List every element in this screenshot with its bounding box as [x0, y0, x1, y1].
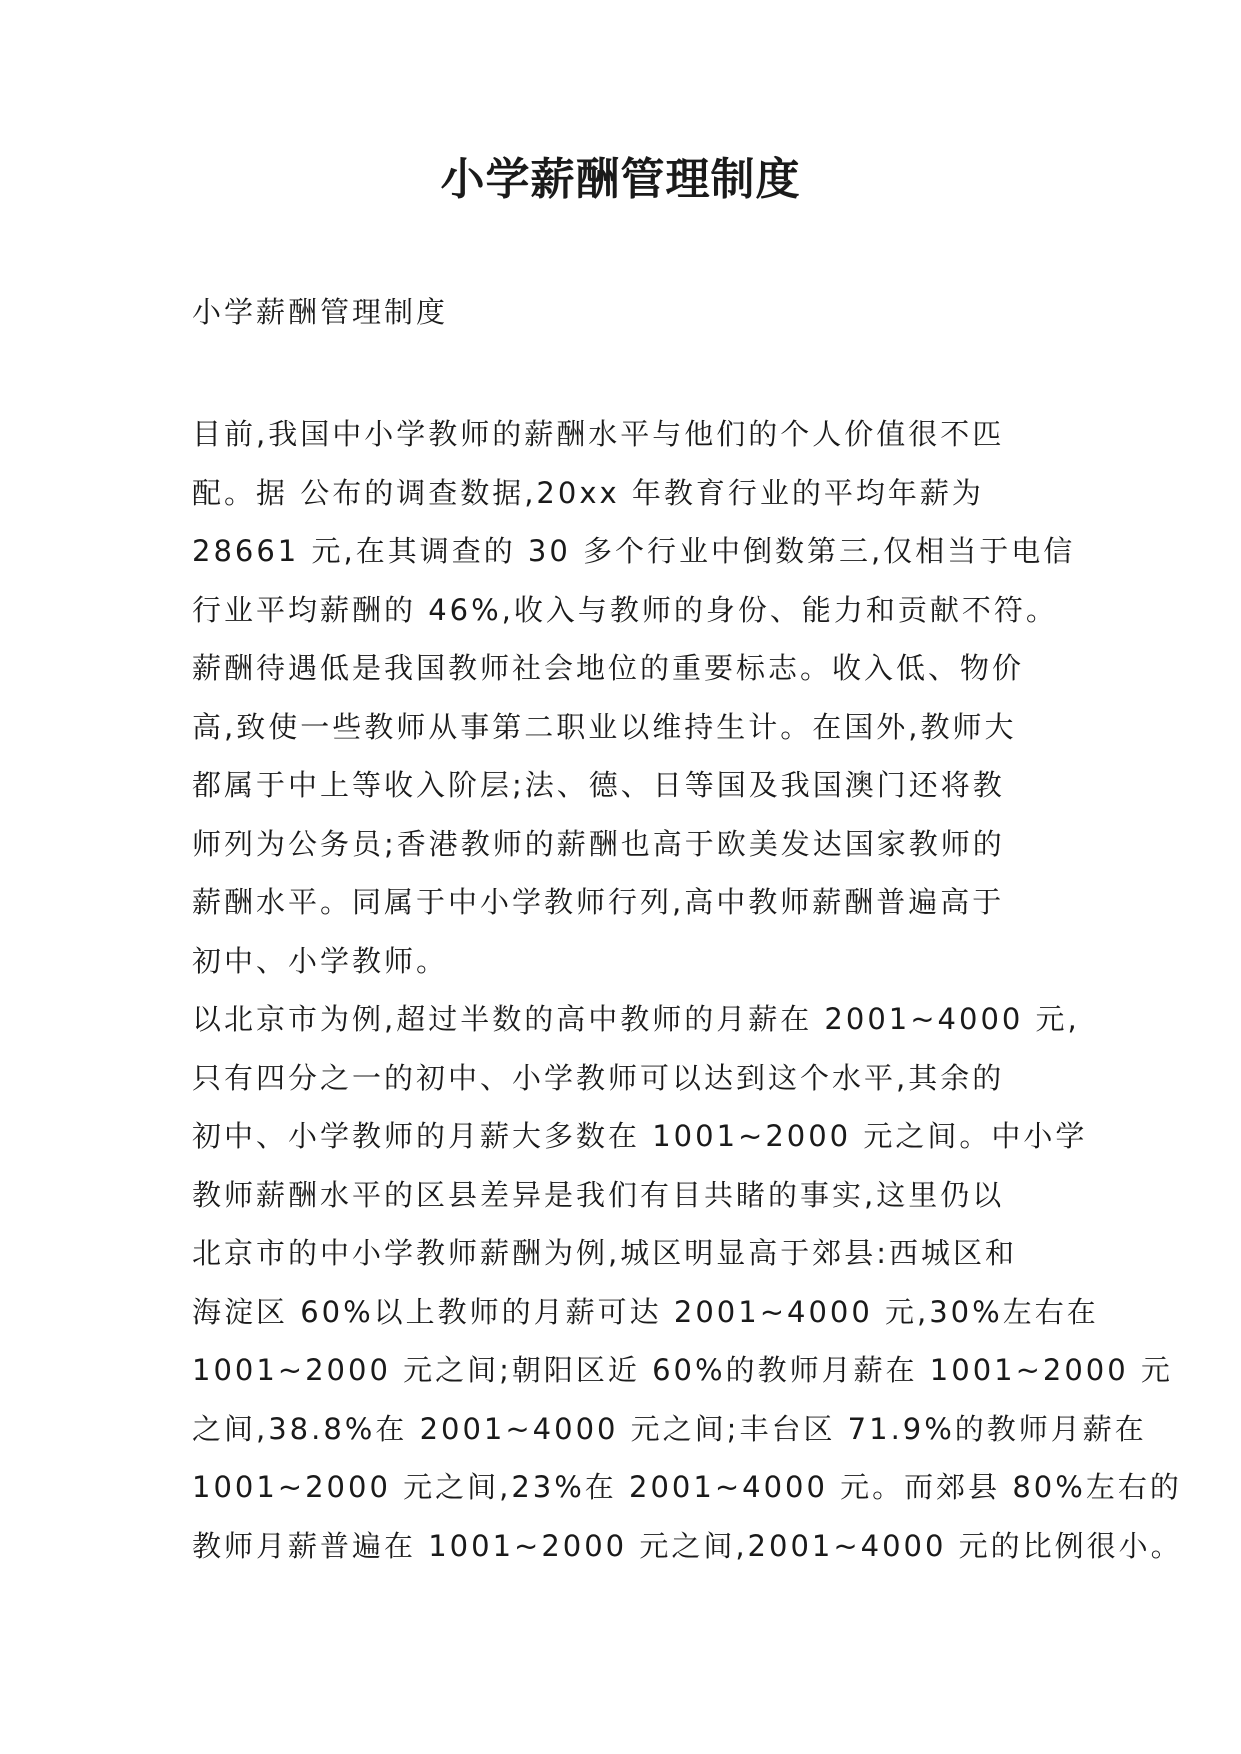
body-line: 教师薪酬水平的区县差异是我们有目共睹的事实,这里仍以 — [192, 1177, 1005, 1212]
body-line: 28661 元,在其调查的 30 多个行业中倒数第三,仅相当于电信 — [192, 534, 1076, 568]
body-line: 行业平均薪酬的 46%,收入与教师的身份、能力和贡献不符。 — [192, 592, 1058, 627]
document-subtitle: 小学薪酬管理制度 — [192, 295, 449, 329]
body-line: 薪酬水平。同属于中小学教师行列,高中教师薪酬普遍高于 — [192, 885, 1005, 919]
body-line: 教师月薪普遍在 1001~2000 元之间,2001~4000 元的比例很小。 — [192, 1528, 1183, 1563]
body-line: 之间,38.8%在 2001~4000 元之间;丰台区 71.9%的教师月薪在 — [192, 1411, 1147, 1446]
body-line: 北京市的中小学教师薪酬为例,城区明显高于郊县:西城区和 — [192, 1236, 1017, 1270]
body-line: 薪酬待遇低是我国教师社会地位的重要标志。收入低、物价 — [192, 651, 1025, 685]
body-line: 高,致使一些教师从事第二职业以维持生计。在国外,教师大 — [192, 709, 1017, 744]
body-line: 1001~2000 元之间;朝阳区近 60%的教师月薪在 1001~2000 元 — [192, 1353, 1173, 1387]
body-line: 只有四分之一的初中、小学教师可以达到这个水平,其余的 — [192, 1060, 1005, 1095]
body-line: 师列为公务员;香港教师的薪酬也高于欧美发达国家教师的 — [192, 826, 1005, 861]
body-line: 1001~2000 元之间,23%在 2001~4000 元。而郊县 80%左右的 — [192, 1470, 1182, 1504]
page-title: 小学薪酬管理制度 — [440, 154, 801, 205]
body-line: 都属于中上等收入阶层;法、德、日等国及我国澳门还将教 — [192, 768, 1005, 802]
body-line: 海淀区 60%以上教师的月薪可达 2001~4000 元,30%左右在 — [192, 1294, 1099, 1329]
body-line: 以北京市为例,超过半数的高中教师的月薪在 2001~4000 元, — [192, 1002, 1080, 1036]
body-line: 初中、小学教师的月薪大多数在 1001~2000 元之间。中小学 — [192, 1119, 1088, 1153]
body-text — [192, 405, 1183, 1575]
body-line: 目前,我国中小学教师的薪酬水平与他们的个人价值很不匹 — [192, 417, 1005, 451]
body-line: 初中、小学教师。 — [192, 943, 449, 978]
body-line: 配。据 公布的调查数据,20xx 年教育行业的平均年薪为 — [192, 475, 984, 510]
